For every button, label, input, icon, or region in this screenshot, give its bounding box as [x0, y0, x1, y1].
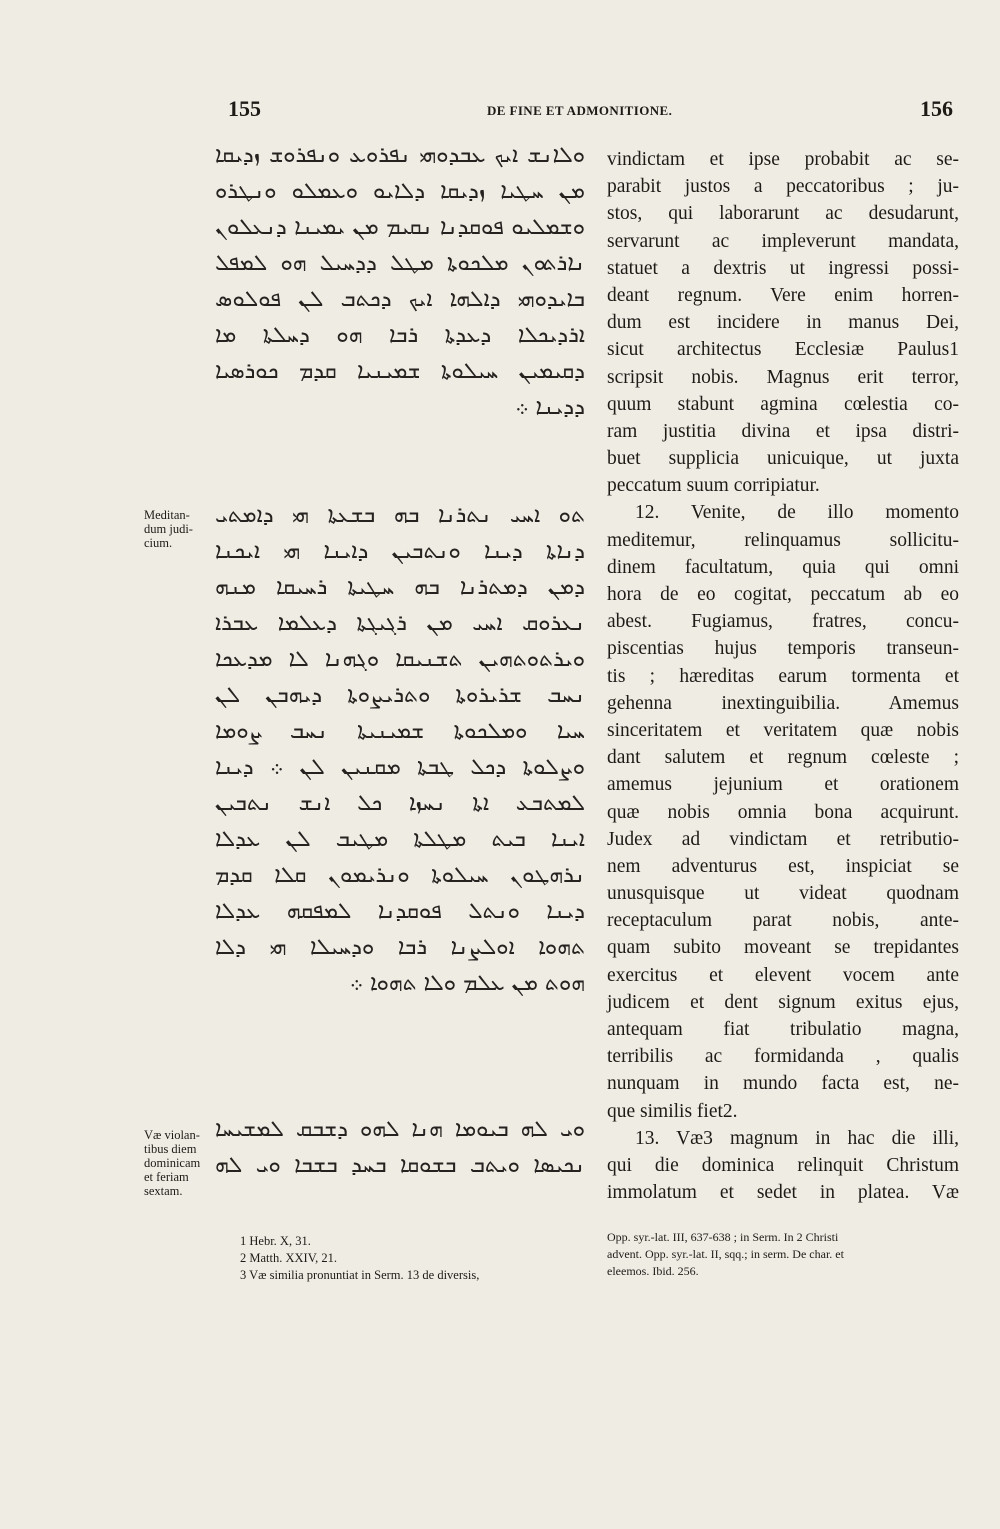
syriac-line: ܢܚܒ ܫܪܝܪܘܬܐ ܘܬܪܝܨܘܬܐ ܕܝܗܒܢ ܠܢ — [215, 683, 585, 708]
margin-note-line: sextam. — [144, 1184, 183, 1198]
latin-line: tis ; hæreditas earum tormenta et — [607, 665, 959, 687]
page-number-left: 155 — [228, 96, 261, 121]
syriac-line: ܘܠܐܢܫ ܐܝܟ ܥܒܕܘܗܝ ܢܦܪܘܥ ܘܢܦܪܘܫ ܙܕܝܩܐ — [215, 143, 585, 168]
latin-line: meditemur, relinquamus sollicitu- — [607, 529, 959, 551]
latin-line: ram justitia divina et ipsa distri- — [607, 420, 959, 442]
syriac-line: ܘܝ ܠܗ ܒܝܘܡܐ ܗܢܐ ܠܗܘ ܕܫܒܩ ܠܡܫܝܚܐ — [215, 1117, 585, 1142]
footnote: eleemos. Ibid. 256. — [607, 1264, 699, 1278]
syriac-line: ܬܗܘܐ ܐܘܠܨܢܐ ܪܒܐ ܘܕܚܝܠܐ ܗܝ ܕܠܐ — [215, 935, 585, 960]
latin-line: que similis fiet2. — [607, 1100, 738, 1122]
footnote: 3 Væ similia pronuntiat in Serm. 13 de diversis, — [240, 1268, 480, 1282]
latin-line: terribilis ac formidanda , qualis — [607, 1046, 959, 1068]
syriac-line: ܒܐܝܕܘܗܝ ܕܐܠܗܐ ܐܝܟ ܕܟܬܒ ܠܢ ܦܘܠܘܣ — [215, 287, 585, 312]
latin-column — [607, 146, 959, 1206]
syriac-line: ܕܝܢܐ ܘܢܬܠ ܦܘܩܕܢܐ ܠܡܦܩܗ ܥܕܠܐ — [215, 899, 585, 924]
latin-line: sicut architectus Ecclesiæ Paulus1 — [607, 339, 959, 361]
latin-line: quum stabunt agmina cœlestia co- — [607, 393, 959, 415]
syriac-line: ܕܕܝܢܐ ܀ — [515, 395, 585, 420]
latin-line: Judex ad vindictam et retributio- — [607, 828, 959, 850]
syriac-line: ܬܘ ܐܚܝ ܢܬܪܢܐ ܒܗ ܒܫܥܬܐ ܗܝ ܕܐܡܬܝ — [215, 503, 585, 528]
syriac-line: ܚܝܐ ܘܡܠܟܘܬܐ ܫܡܝܢܝܬܐ ܢܚܒ ܨܘܡܐ — [215, 719, 585, 744]
syriac-line: ܕܢܐܬܐ ܕܝܢܐ ܘܢܬܒܝܢ ܕܐܝܢܐ ܗܝ ܐܝܟܢܐ — [215, 539, 585, 564]
syriac-line: ܘܝܪܬܘܬܗܝܢ ܬܫܢܝܩܐ ܘܓܗܢܐ ܠܐ ܡܕܥܟܐ — [215, 647, 585, 672]
latin-line: peccatum suum corripiatur. — [607, 475, 820, 497]
syriac-column — [215, 138, 585, 1184]
margin-note-line: dominicam — [144, 1156, 201, 1170]
latin-line: servarunt ac impleverunt mandata, — [607, 230, 959, 252]
latin-line: dant salutem et regnum cœleste ; — [607, 747, 959, 769]
margin-note-line: Meditan- — [144, 508, 190, 522]
footnotes-right — [607, 1229, 959, 1280]
footnote: Opp. syr.-lat. III, 637-638 ; in Serm. In 2 Christi — [607, 1230, 839, 1244]
latin-line: 12. Venite, de illo momento — [635, 502, 959, 524]
latin-line: 13. Væ3 magnum in hac die illi, — [635, 1127, 959, 1149]
latin-line: nunquam in mundo facta est, ne- — [607, 1073, 959, 1095]
latin-line: antequam fiat tribulatio magna, — [607, 1019, 959, 1040]
syriac-line: ܐܝܢܐ ܒܝܬ ܡܛܠܬܐ ܡܛܝܒ ܠܢ ܥܕܠܐ — [215, 827, 585, 852]
latin-line: judicem et dent signum exitus ejus, — [607, 991, 959, 1013]
footnote: 1 Hebr. X, 31. — [240, 1234, 311, 1248]
margin-note-line: cium. — [144, 536, 173, 550]
latin-line: parabit justos a peccatoribus ; ju- — [607, 176, 959, 198]
latin-line: exercitus et elevent vocem ante — [607, 964, 959, 986]
latin-line: quæ nobis omnia bona acquirunt. — [607, 801, 959, 823]
latin-line: hora de eo cogitat, peccatum ab eo — [607, 584, 959, 605]
latin-line: statuet a dextris ut ingressi possi- — [607, 257, 959, 279]
latin-line: receptaculum parat nobis, ante- — [607, 910, 959, 932]
latin-line: dinem facultatum, quia qui omni — [607, 556, 959, 578]
latin-line: unusquisque ut videat quodnam — [607, 883, 959, 905]
syriac-line: ܢܟܝܣܐ ܘܝܬܒ ܒܫܘܩܐ ܒܚܕ ܒܫܒܐ ܘܝ ܠܗ — [215, 1153, 585, 1178]
latin-line: abest. Fugiamus, fratres, concu- — [607, 611, 959, 633]
latin-line: amemus jejunium et orationem — [607, 774, 959, 796]
syriac-line: ܢܥܪܘܩ ܐܚܝ ܡܢ ܪܓܝܓܬܐ ܕܥܠܡܐ ܥܒܪܐ — [215, 611, 585, 636]
margin-note-line: dum judi- — [144, 522, 193, 536]
syriac-line: ܗܘܬ ܡܢ ܥܠܡ ܘܠܐ ܬܗܘܐ ܀ — [349, 971, 585, 996]
footnote: advent. Opp. syr.-lat. II, sqq.; in serm. De char. et — [607, 1247, 844, 1261]
latin-line: sinceritatem et veritatem quæ nobis — [607, 719, 959, 741]
syriac-line: ܢܪܗܛܘܢ ܚܝܠܘܬܐ ܘܢܪܝܡܘܢ ܩܠܐ ܩܕܡ — [215, 863, 585, 888]
syriac-line: ܢܐܪܬܘܢ ܡܠܟܘܬܐ ܡܛܠ ܕܕܚܝܠ ܗܘ ܠܡܦܠ — [215, 251, 585, 276]
syriac-line: ܡܢ ܚܛܝܐ ܙܕܝܩܐ ܕܠܐܝܘ ܘܥܡܠܘ ܘܢܛܪܘ — [215, 179, 585, 204]
margin-note-line: Væ violan- — [144, 1128, 200, 1142]
latin-line: qui die dominica relinquit Christum — [607, 1154, 959, 1176]
latin-line: dum est incidere in manus Dei, — [607, 312, 959, 334]
margin-note-line: et feriam — [144, 1170, 189, 1184]
latin-line: gehenna inextinguibilia. Amemus — [607, 692, 959, 714]
syriac-line: ܕܩܝܡܝܢ ܚܝܠܘܬܐ ܫܡܝܢܝܐ ܩܕܡ ܟܘܪܣܝܐ — [215, 359, 585, 384]
footnote: 2 Matth. XXIV, 21. — [240, 1251, 337, 1265]
running-title: DE FINE ET ADMONITIONE. — [487, 103, 673, 118]
syriac-line: ܠܡܬܒܥ ܐܬܐ ܢܚܙܐ ܟܠ ܐܢܫ ܢܬܒܝܢ — [215, 791, 585, 816]
syriac-line: ܘܫܡܠܝܘ ܦܘܩܕܢܐ ܢܩܝܡ ܡܢ ܝܡܝܢܐ ܕܢܥܠܘܢ — [215, 215, 585, 240]
syriac-line: ܕܡܢ ܕܡܬܪܢܐ ܒܗ ܚܛܝܬܐ ܪܚܝܩܐ ܡܢܗ — [215, 575, 585, 600]
latin-line: piscentias hujus temporis transeun- — [607, 638, 959, 660]
margin-note-line: tibus diem — [144, 1142, 197, 1156]
syriac-line: ܐܪܕܝܟܠܐ ܕܥܕܬܐ ܪܒܐ ܗܘ ܕܚܠܬܐ ܡܐ — [215, 323, 585, 348]
latin-line: stos, qui laborarunt ac desudarunt, — [607, 203, 959, 225]
syriac-line: ܘܨܠܘܬܐ ܕܟܠ ܛܒܬܐ ܡܩܢܝܢ ܠܢ ܀ ܕܝܢܐ — [215, 755, 585, 780]
latin-line: immolatum et sedet in platea. Væ — [607, 1182, 959, 1204]
latin-line: scripsit nobis. Magnus erit terror, — [607, 366, 959, 388]
latin-line: deant regnum. Vere enim horren- — [607, 284, 959, 306]
latin-line: vindictam et ipse probabit ac se- — [607, 149, 959, 170]
latin-line: buet supplicia unicuique, ut juxta — [607, 448, 959, 470]
margin-note-vae — [144, 1128, 216, 1198]
page-number-right: 156 — [920, 96, 953, 121]
footnotes-left — [240, 1233, 590, 1284]
latin-line: quam subito moveant se trepidantes — [607, 937, 959, 959]
latin-line: nem adventurus est, inspiciat se — [607, 855, 959, 877]
margin-note-meditandum — [144, 508, 216, 550]
